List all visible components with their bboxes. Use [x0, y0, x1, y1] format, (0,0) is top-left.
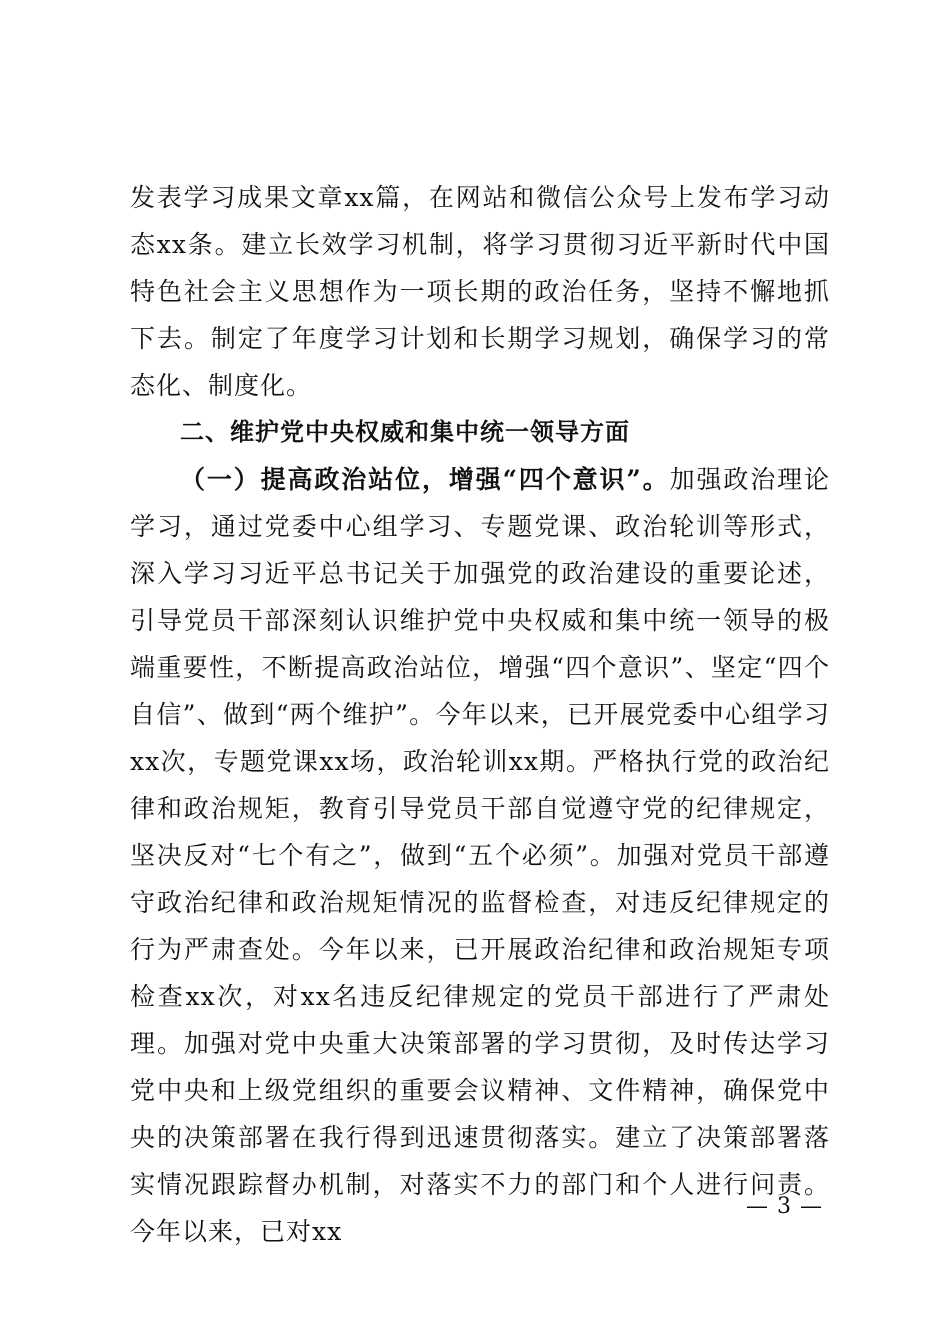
- paragraph-body: [130, 456, 830, 1255]
- heading-text: 二、维护党中央权威和集中统一领导方面: [180, 418, 630, 446]
- document-body: [130, 174, 830, 1255]
- paragraph-text: 发表学习成果文章xx篇，在网站和微信公众号上发布学习动态xx条。建立长效学习机制，将学习贯彻习近平新时代中国特色社会主义思想作为一项长期的政治任务，坚持不懈地抓下去。制定了年度学习计划和长期学习规划，确保学习的常态化、制度化。: [130, 183, 830, 400]
- paragraph-text: 加强政治理论学习，通过党委中心组学习、专题党课、政治轮训等形式，深入学习习近平总书记关于加强党的政治建设的重要论述，引导党员干部深刻认识维护党中央权威和集中统一领导的极端重要性，不断提高政治站位，增强“四个意识”、坚定“四个自信”、做到“两个维护”。今年以来，已开展党委中心组学习xx次，专题党课xx场，政治轮训xx期。严格执行党的政治纪律和政治规矩，教育引导党员干部自觉遵守党的纪律规定，坚决反对“七个有之”，做到“五个必须”。加强对党员干部遵守政治纪律和政治规矩情况的监督检查，对违反纪律规定的行为严肃查处。今年以来，已开展政治纪律和政治规矩专项检查xx次，对xx名违反纪律规定的党员干部进行了严肃处理。加强对党中央重大决策部署的学习贯彻，及时传达学习党中央和上级党组织的重要会议精神、文件精神，确保党中央的决策部署在我行得到迅速贯彻落实。建立了决策部署落实情况跟踪督办机制，对落实不力的部门和个人进行问责。今年以来，已对xx: [130, 465, 830, 1246]
- section-heading: [130, 409, 830, 456]
- page-number: — 3 —: [746, 1194, 823, 1219]
- paragraph-continuation: [130, 174, 830, 409]
- subsection-heading: （一）提高政治站位，增强“四个意识”。: [180, 465, 670, 494]
